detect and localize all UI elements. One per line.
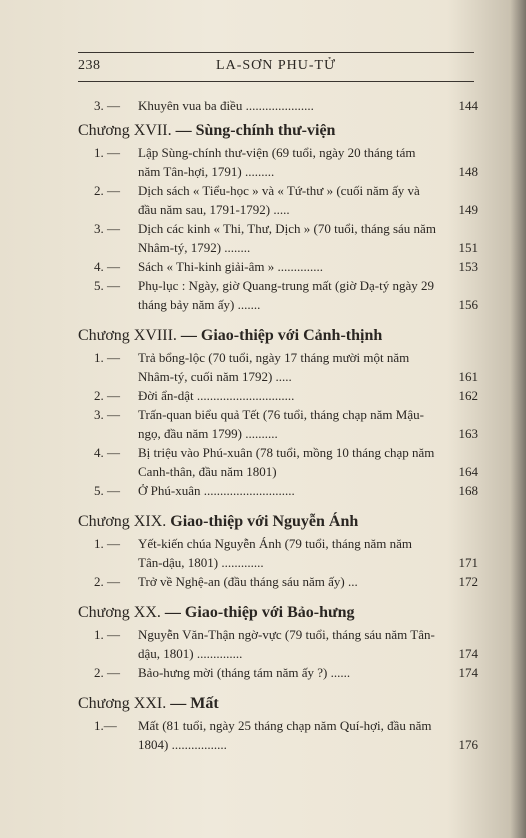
- toc-entry: [78, 96, 478, 115]
- entry-number: 3. —: [94, 407, 120, 422]
- entry-text: Nguyễn Văn-Thận ngờ-vực (79 tuổi, tháng sáu năm Tân-dậu, 1801) ..............: [138, 627, 435, 661]
- chapter-title: — Giao-thiệp với Bảo-hưng: [164, 604, 355, 621]
- toc-entry: [78, 219, 478, 257]
- entry-text: Lập Sùng-chính thư-viện (69 tuổi, ngày 20 tháng tám năm Tân-hợi, 1791) .........: [138, 145, 416, 179]
- entry-number: 1. —: [94, 350, 120, 365]
- chapter-title: Giao-thiệp với Nguyễn Ánh: [170, 513, 359, 530]
- entry-number: 5. —: [94, 278, 120, 293]
- entry-page: 151: [458, 240, 478, 255]
- entry-page: 172: [458, 574, 478, 589]
- entry-page: 171: [458, 555, 478, 570]
- entry-text: Đời ẩn-dật ..............................: [138, 388, 295, 403]
- entry-number: 1. —: [94, 627, 120, 642]
- entry-page: 176: [458, 737, 478, 752]
- toc-entry: [78, 143, 478, 181]
- page-number: 238: [78, 58, 101, 73]
- chapter-heading: [78, 324, 478, 348]
- entry-number: 1. —: [94, 145, 120, 160]
- entry-text: Mất (81 tuổi, ngày 25 tháng chạp năm Quí-hợi, đầu năm 1804) .................: [138, 718, 432, 752]
- entry-number: 1.—: [94, 718, 117, 733]
- entry-text: Yết-kiến chúa Nguyễn Ánh (79 tuổi, tháng năm năm Tân-dậu, 1801) .............: [138, 536, 413, 570]
- toc-entry: [78, 716, 478, 754]
- entry-number: 2. —: [94, 665, 120, 680]
- entry-number: 1. —: [94, 536, 120, 551]
- chapter-title: — Mất: [170, 695, 219, 712]
- table-of-contents: [78, 96, 478, 754]
- entry-number: 2. —: [94, 183, 120, 198]
- toc-entry: [78, 443, 478, 481]
- entry-page: 174: [458, 646, 478, 661]
- entry-number: 2. —: [94, 574, 120, 589]
- entry-number: 5. —: [94, 483, 120, 498]
- entry-text: Dịch các kinh « Thi, Thư, Dịch » (70 tuổi, tháng sáu năm Nhâm-tý, 1792) ........: [138, 221, 436, 255]
- entry-page: 144: [458, 98, 478, 113]
- toc-entry: [78, 481, 478, 500]
- toc-entry: [78, 181, 478, 219]
- entry-page: 163: [458, 426, 478, 441]
- entry-text: Trở về Nghệ-an (đầu tháng sáu năm ấy) ...: [138, 574, 358, 589]
- toc-entry: [78, 405, 478, 443]
- entry-page: 174: [458, 665, 478, 680]
- entry-page: 162: [458, 388, 478, 403]
- entry-number: 3. —: [94, 98, 120, 113]
- chapter-title: — Sùng-chính thư-viện: [175, 122, 336, 139]
- entry-number: 2. —: [94, 388, 120, 403]
- entry-page: 149: [458, 202, 478, 217]
- entry-text: Trấn-quan biểu quả Tết (76 tuổi, tháng chạp năm Mậu-ngọ, đầu năm 1799) ..........: [138, 407, 424, 441]
- chapter-heading: [78, 601, 478, 625]
- entry-page: 156: [458, 297, 478, 312]
- entry-number: 4. —: [94, 259, 120, 274]
- entry-text: Khuyên vua ba điều: [138, 98, 243, 113]
- toc-entry: [78, 276, 478, 314]
- chapter-title: — Giao-thiệp với Cảnh-thịnh: [180, 327, 383, 344]
- chapter-number: Chương XX.: [78, 604, 161, 621]
- chapter-heading: [78, 692, 478, 716]
- chapter-number: Chương XXI.: [78, 695, 167, 712]
- chapter-number: Chương XVII.: [78, 122, 172, 139]
- toc-entry: [78, 572, 478, 591]
- entry-page: 148: [458, 164, 478, 179]
- entry-page: 164: [458, 464, 478, 479]
- toc-entry: [78, 348, 478, 386]
- page-header: [78, 52, 474, 82]
- entry-text: Phụ-lục : Ngày, giờ Quang-trung mất (giờ Dạ-tý ngày 29 tháng bảy năm ấy) .......: [138, 278, 434, 312]
- chapter-number: Chương XVIII.: [78, 327, 177, 344]
- chapter-heading: [78, 119, 478, 143]
- chapter-number: Chương XIX.: [78, 513, 167, 530]
- toc-entry: [78, 386, 478, 405]
- toc-entry: [78, 663, 478, 682]
- running-title: LA-SƠN PHU-TỬ: [216, 58, 336, 73]
- entry-page: 168: [458, 483, 478, 498]
- toc-entry: [78, 534, 478, 572]
- entry-number: 3. —: [94, 221, 120, 236]
- entry-page: 153: [458, 259, 478, 274]
- toc-entry: [78, 625, 478, 663]
- entry-text: Trả bổng-lộc (70 tuổi, ngày 17 tháng mười một năm Nhâm-tý, cuối năm 1792) .....: [138, 350, 410, 384]
- entry-number: 4. —: [94, 445, 120, 460]
- entry-text: Dịch sách « Tiểu-học » và « Tứ-thư » (cuối năm ấy và đầu năm sau, 1791-1792) .....: [138, 183, 420, 217]
- chapter-heading: [78, 510, 478, 534]
- entry-text: Bị triệu vào Phú-xuân (78 tuổi, mồng 10 tháng chạp năm Canh-thân, đầu năm 1801): [138, 445, 435, 479]
- toc-entry: [78, 257, 478, 276]
- entry-leader-dots: .....................: [242, 98, 314, 113]
- entry-text: Bảo-hưng mời (tháng tám năm ấy ?) ......: [138, 665, 351, 680]
- entry-text: Ở Phú-xuân ............................: [138, 483, 295, 498]
- entry-page: 161: [458, 369, 478, 384]
- entry-text: Sách « Thi-kinh giải-âm » ..............: [138, 259, 323, 274]
